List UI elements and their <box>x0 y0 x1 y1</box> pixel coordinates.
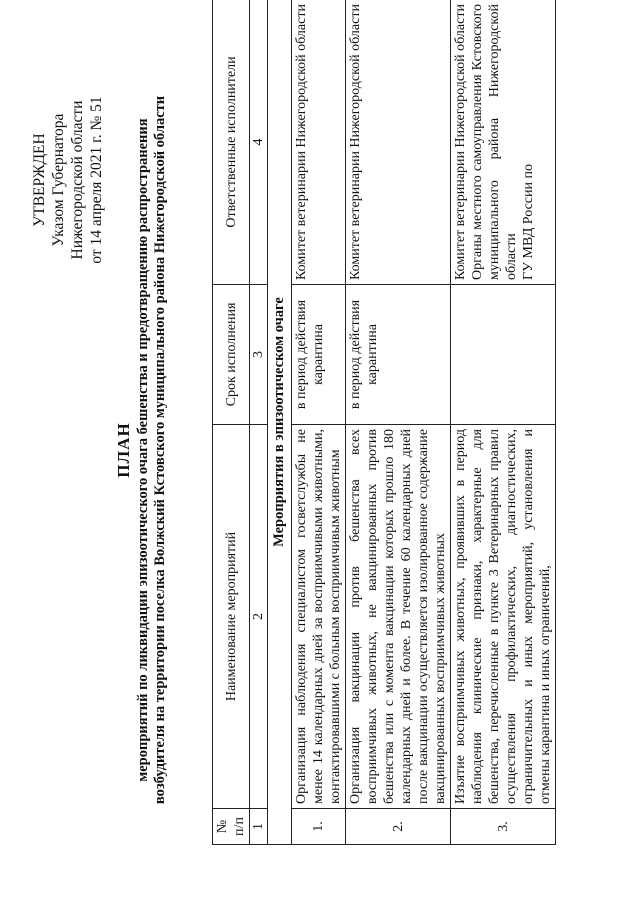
column-index: 3 <box>250 285 268 425</box>
measure-term <box>451 285 556 425</box>
measure-name: Организация вакцинации против бешенства всех восприимчивых животных, не вакцинированных против бешенства или с момента вакцинации которых прошло 180 календарных дней и более. В течение 60 календарных дней после вакцинации осуществляется изолированное содержание вакцинированных восприимчивых животных <box>346 425 451 809</box>
plan-subtitle-line: возбудителя на территории поселка Волжский Кстовского муниципального района Нижегородской области <box>152 95 168 805</box>
approval-line: от 14 апреля 2021 г. № 51 <box>88 96 105 264</box>
column-index: 4 <box>250 0 268 285</box>
table-row <box>292 0 346 845</box>
header-exec: Ответственные исполнители <box>213 0 250 285</box>
column-index-row <box>250 0 268 845</box>
approval-line: Указом Губернатора <box>50 113 67 247</box>
measure-name: Организация наблюдения специалистом госветслужбы не менее 14 календарных дней за восприимчивыми животными, контактировавшими с больным восприимчивым животным <box>292 425 346 809</box>
row-number: 2. <box>346 809 451 845</box>
plan-title: ПЛАН <box>114 422 133 478</box>
measure-term: в период действия карантина <box>292 285 346 425</box>
plan-subtitle <box>135 25 169 875</box>
row-number: 1. <box>292 809 346 845</box>
plan-subtitle-line: мероприятий по ликвидации эпизоотического очага бешенства и предотвращению распространения <box>135 118 151 782</box>
plan-heading <box>113 25 169 875</box>
measure-executors <box>346 0 451 285</box>
table-row <box>346 0 451 845</box>
approval-stamp <box>30 45 106 315</box>
row-number: 3. <box>451 809 556 845</box>
measure-term: в период действия карантина <box>346 285 451 425</box>
measure-executors <box>292 0 346 285</box>
executor: Комитет ветеринарии Нижегородской области <box>348 4 363 280</box>
column-index: 1 <box>250 809 268 845</box>
plan-table-container <box>212 0 556 845</box>
header-num: № п/п <box>213 809 250 845</box>
column-index: 2 <box>250 425 268 809</box>
header-name: Наименование мероприятий <box>213 425 250 809</box>
measure-executors <box>451 0 556 285</box>
header-term: Срок исполнения <box>213 285 250 425</box>
table-header-row <box>213 0 250 845</box>
executor: Комитет ветеринарии Нижегородской области <box>294 4 309 280</box>
measure-name: Изъятие восприимчивых животных, проявивших в период наблюдения клинические признаки, характерные для бешенства, перечисленные в пункте 3 Ветеринарных правил осуществления профилактических, диагностических, ограничительных и иных мероприятий, установления и отмены карантина и иных ограничений, <box>451 425 556 809</box>
table-row <box>451 0 556 845</box>
plan-table <box>212 0 556 845</box>
executor: Органы местного самоуправления Кстовского муниципального района Нижегородской области <box>470 4 519 280</box>
executor: Комитет ветеринарии Нижегородской области <box>453 4 468 280</box>
section-title: Мероприятия в эпизоотическом очаге <box>268 0 292 845</box>
section-row <box>268 0 292 845</box>
approval-line: УТВЕРЖДЕН <box>31 133 48 227</box>
approval-line: Нижегородской области <box>69 100 86 260</box>
executor: ГУ МВД России по <box>521 164 536 280</box>
